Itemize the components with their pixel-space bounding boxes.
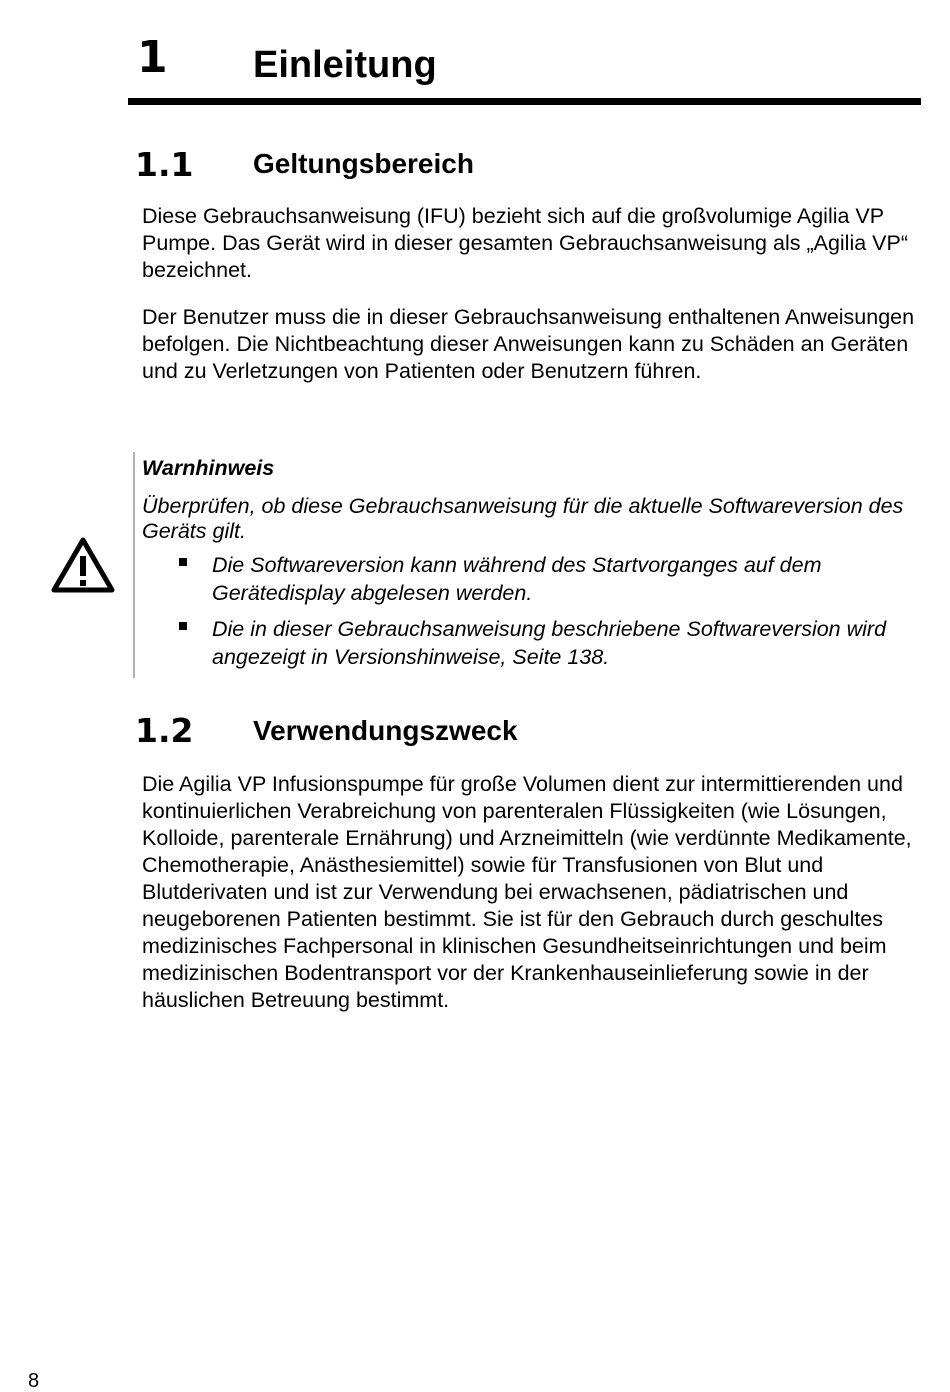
section-number: 1.2 — [135, 711, 194, 750]
page-number: 8 — [28, 1370, 40, 1392]
warning-triangle-icon — [50, 536, 116, 594]
bullet-marker — [179, 558, 187, 566]
warning-sidebar — [133, 452, 135, 678]
chapter-number: 1 — [137, 32, 168, 83]
warning-heading: Warnhinweis — [142, 456, 275, 480]
warning-bullet: Die in dieser Gebrauchsanweisung beschriebene Softwareversion wird angezeigt in Versionshinweise, Seite 138. — [212, 617, 887, 669]
section-title: Verwendungszweck — [253, 715, 518, 746]
warning-bullet: Die Softwareversion kann während des Startvorganges auf dem Gerätedisplay abgelesen werden. — [212, 553, 822, 605]
chapter-divider — [128, 98, 921, 105]
paragraph: Diese Gebrauchsanweisung (IFU) bezieht sich auf die großvolumige Agilia VP Pumpe. Das Gerät wird in dieser gesamten Gebrauchsanweisung als „Agilia VP“ bezeichnet. — [142, 204, 909, 282]
bullet-marker — [179, 622, 187, 630]
section-number: 1.1 — [135, 145, 194, 184]
chapter-title: Einleitung — [253, 44, 437, 86]
warning-text: Überprüfen, ob diese Gebrauchsanweisung für die aktuelle Softwareversion des Geräts gilt. — [142, 494, 904, 543]
paragraph: Die Agilia VP Infusionspumpe für große Volumen dient zur intermittierenden und kontinuierlichen Verabreichung von parenteralen Flüssigkeiten (wie Lösungen, Kolloide, parenterale Ernährung) und Arzneimitteln (wie verdünnte Medikamente, Chemotherapie, Anästhesiemittel) sowie für Transfusionen von Blut und Blutderivaten und ist zur Verwendung bei erwachsenen, pädiatrischen und neugeborenen Patienten bestimmt. Sie ist für den Gebrauch durch geschultes medizinisches Fachpersonal in klinischen Gesundheitseinrichtungen und beim medizinischen Bodentransport vor der Krankenhauseinlieferung sowie in der häuslichen Betreuung bestimmt. — [142, 772, 912, 1012]
paragraph: Der Benutzer muss die in dieser Gebrauchsanweisung enthaltenen Anweisungen befolgen. Die Nichtbeachtung dieser Anweisungen kann zu Schäden an Geräten und zu Verletzungen von Patienten oder Benutzern führen. — [142, 305, 915, 383]
section-title: Geltungsbereich — [253, 148, 474, 179]
